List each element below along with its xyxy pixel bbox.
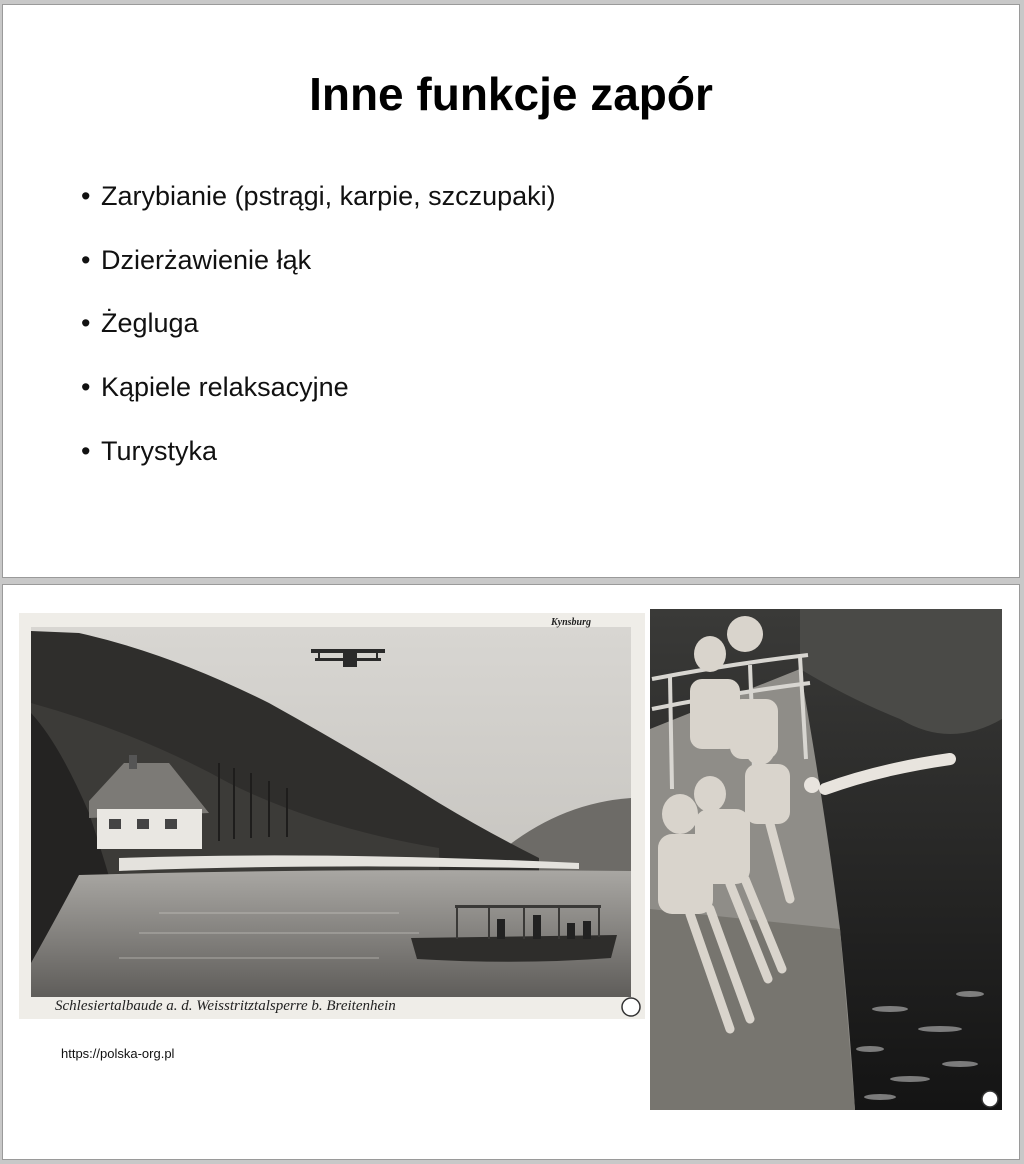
list-item (81, 245, 556, 309)
bullet-icon: • (81, 308, 91, 339)
slide-title: Inne funkcje zapór (309, 68, 713, 120)
source-link[interactable]: https://polska-org.pl (61, 1046, 175, 1061)
emblem-icon (982, 1091, 998, 1107)
postcard-photo (19, 613, 645, 1019)
slide-photos (2, 584, 1020, 1160)
list-item (81, 372, 556, 436)
list-item (81, 436, 556, 500)
list-item (81, 181, 556, 245)
bullet-text: Żegluga (101, 308, 199, 339)
bullet-text: Kąpiele relaksacyjne (101, 372, 349, 403)
bullet-icon: • (81, 181, 91, 211)
list-item (81, 308, 556, 372)
postcard-corner-label: Kynsburg (551, 617, 592, 628)
bullet-list (81, 181, 556, 499)
bullet-text: Dzierżawienie łąk (101, 244, 312, 275)
bullet-text: Zarybianie (pstrągi, karpie, szczupaki) (101, 181, 556, 211)
bullet-icon: • (81, 435, 91, 466)
bullet-text: Turystyka (101, 435, 218, 466)
postcard-caption: Schlesiertalbaude a. d. Weisstritztalsperre b. Breitenhein (55, 998, 396, 1014)
bullet-icon: • (81, 244, 91, 275)
slide-text (2, 4, 1020, 578)
bullet-icon: • (81, 372, 91, 403)
emblem-icon (622, 998, 640, 1016)
swimmers-photo (650, 609, 1002, 1110)
